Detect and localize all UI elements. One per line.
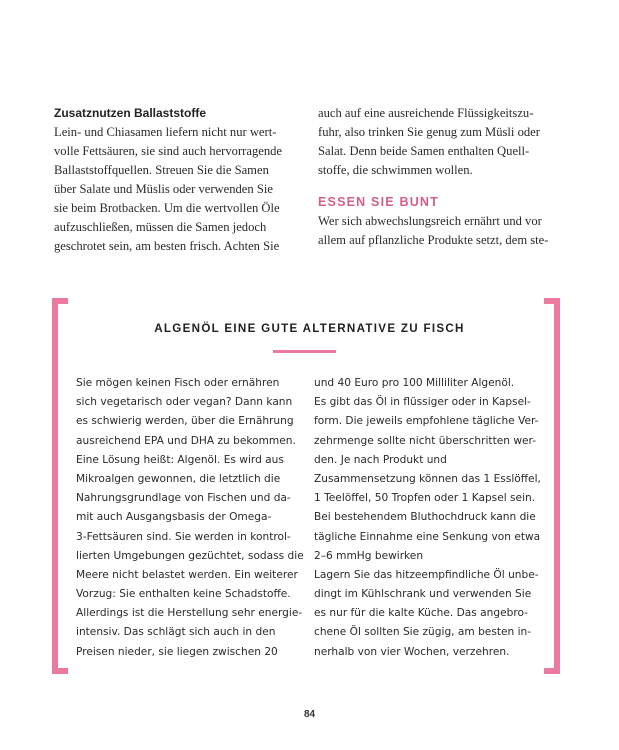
paragraph-line: sie beim Brotbacken. Um die wertvollen Öle [54, 201, 280, 215]
paragraph-line: geschrotet sein, am besten frisch. Achten Sie [54, 239, 280, 253]
box-line: Lagern Sie das hitzeempfindliche Öl unbe- [314, 568, 539, 581]
box-line: Nahrungsgrundlage von Fischen und da- [76, 492, 291, 505]
paragraph-line: Lein- und Chiasamen liefern nicht nur wert- [54, 125, 277, 139]
box-line: Mikroalgen gewonnen, die letztlich die [76, 472, 281, 485]
box-line: dingt im Kühlschrank und verwenden Sie [314, 588, 532, 601]
box-line: form. Die jeweils empfohlene tägliche Ver- [314, 415, 539, 428]
box-line: intensiv. Das schlägt sich auch in den [76, 626, 276, 639]
right-text-column [318, 104, 568, 250]
box-line: Meere nicht belastet werden. Ein weiterer [76, 568, 298, 581]
box-line: nerhalb von vier Wochen, verzehren. [314, 645, 510, 658]
box-line: 1 Teelöffel, 50 Tropfen oder 1 Kapsel sein. [314, 492, 536, 505]
box-line: sich vegetarisch oder vegan? Dann kann [76, 396, 293, 409]
box-line: Preisen nieder, sie liegen zwischen 20 [76, 645, 278, 658]
box-line: Bei bestehendem Bluthochdruck kann die [314, 511, 536, 524]
box-line: Eine Lösung heißt: Algenöl. Es wird aus [76, 453, 284, 466]
box-line: ausreichend EPA und DHA zu bekommen. [76, 434, 296, 447]
box-line: mit auch Ausgangsbasis der Omega- [76, 511, 272, 524]
box-line: und 40 Euro pro 100 Milliliter Algenöl. [314, 377, 515, 389]
paragraph-line: Wer sich abwechslungsreich ernährt und vor [318, 214, 542, 228]
box-line: Vorzug: Sie enthalten keine Schadstoffe. [76, 588, 291, 601]
box-title-rule [273, 350, 336, 353]
box-left-column [76, 374, 306, 662]
section-heading-essen-sie-bunt: ESSEN SIE BUNT [318, 195, 439, 209]
box-line: es nur für die kalte Küche. Das angebro- [314, 607, 528, 620]
paragraph-line: über Salate und Müslis oder verwenden Sie [54, 182, 273, 196]
paragraph-line: auch auf eine ausreichende Flüssigkeitszu- [318, 106, 534, 120]
page-number: 84 [303, 709, 316, 720]
paragraph-line: allem auf pflanzliche Produkte setzt, dem ste- [318, 233, 549, 247]
left-text-column [54, 104, 299, 256]
box-line: lierten Umgebungen gezüchtet, sodass die [76, 549, 304, 562]
paragraph-line: fuhr, also trinken Sie genug zum Müsli oder [318, 125, 540, 139]
box-right-column [314, 374, 539, 662]
box-left-bracket [52, 298, 68, 674]
box-line: es schwierig werden, über die Ernährung [76, 415, 294, 428]
box-line: Allerdings ist die Herstellung sehr energie- [76, 607, 303, 620]
subheading-ballaststoffe: Zusatznutzen Ballaststoffe [54, 106, 207, 120]
paragraph-line: Salat. Denn beide Samen enthalten Quell- [318, 144, 530, 158]
box-right-bracket [544, 298, 560, 674]
paragraph-line: Ballaststoffquellen. Streuen Sie die Samen [54, 163, 269, 177]
box-line: chene Öl sollten Sie zügig, am besten in- [314, 626, 532, 639]
box-line: Es gibt das Öl in flüssiger oder in Kapsel- [314, 396, 531, 409]
paragraph-line: aufzuschließen, müssen die Samen jedoch [54, 220, 267, 234]
box-line: 2–6 mmHg bewirken [314, 549, 424, 562]
box-line: Sie mögen keinen Fisch oder ernähren [76, 377, 280, 389]
box-line: Zusammensetzung können das 1 Esslöffel, [314, 472, 541, 485]
paragraph-line: stoffe, die schwimmen wollen. [318, 163, 473, 177]
box-line: zehrmenge sollte nicht überschritten wer- [314, 434, 537, 447]
box-title: ALGENÖL EINE GUTE ALTERNATIVE ZU FISCH [154, 322, 465, 335]
paragraph-line: volle Fettsäuren, sie sind auch hervorragende [54, 144, 283, 158]
box-line: den. Je nach Produkt und [314, 453, 447, 466]
box-line: tägliche Einnahme eine Senkung von etwa [314, 530, 541, 543]
box-line: 3-Fettsäuren sind. Sie werden in kontrol- [76, 530, 291, 543]
